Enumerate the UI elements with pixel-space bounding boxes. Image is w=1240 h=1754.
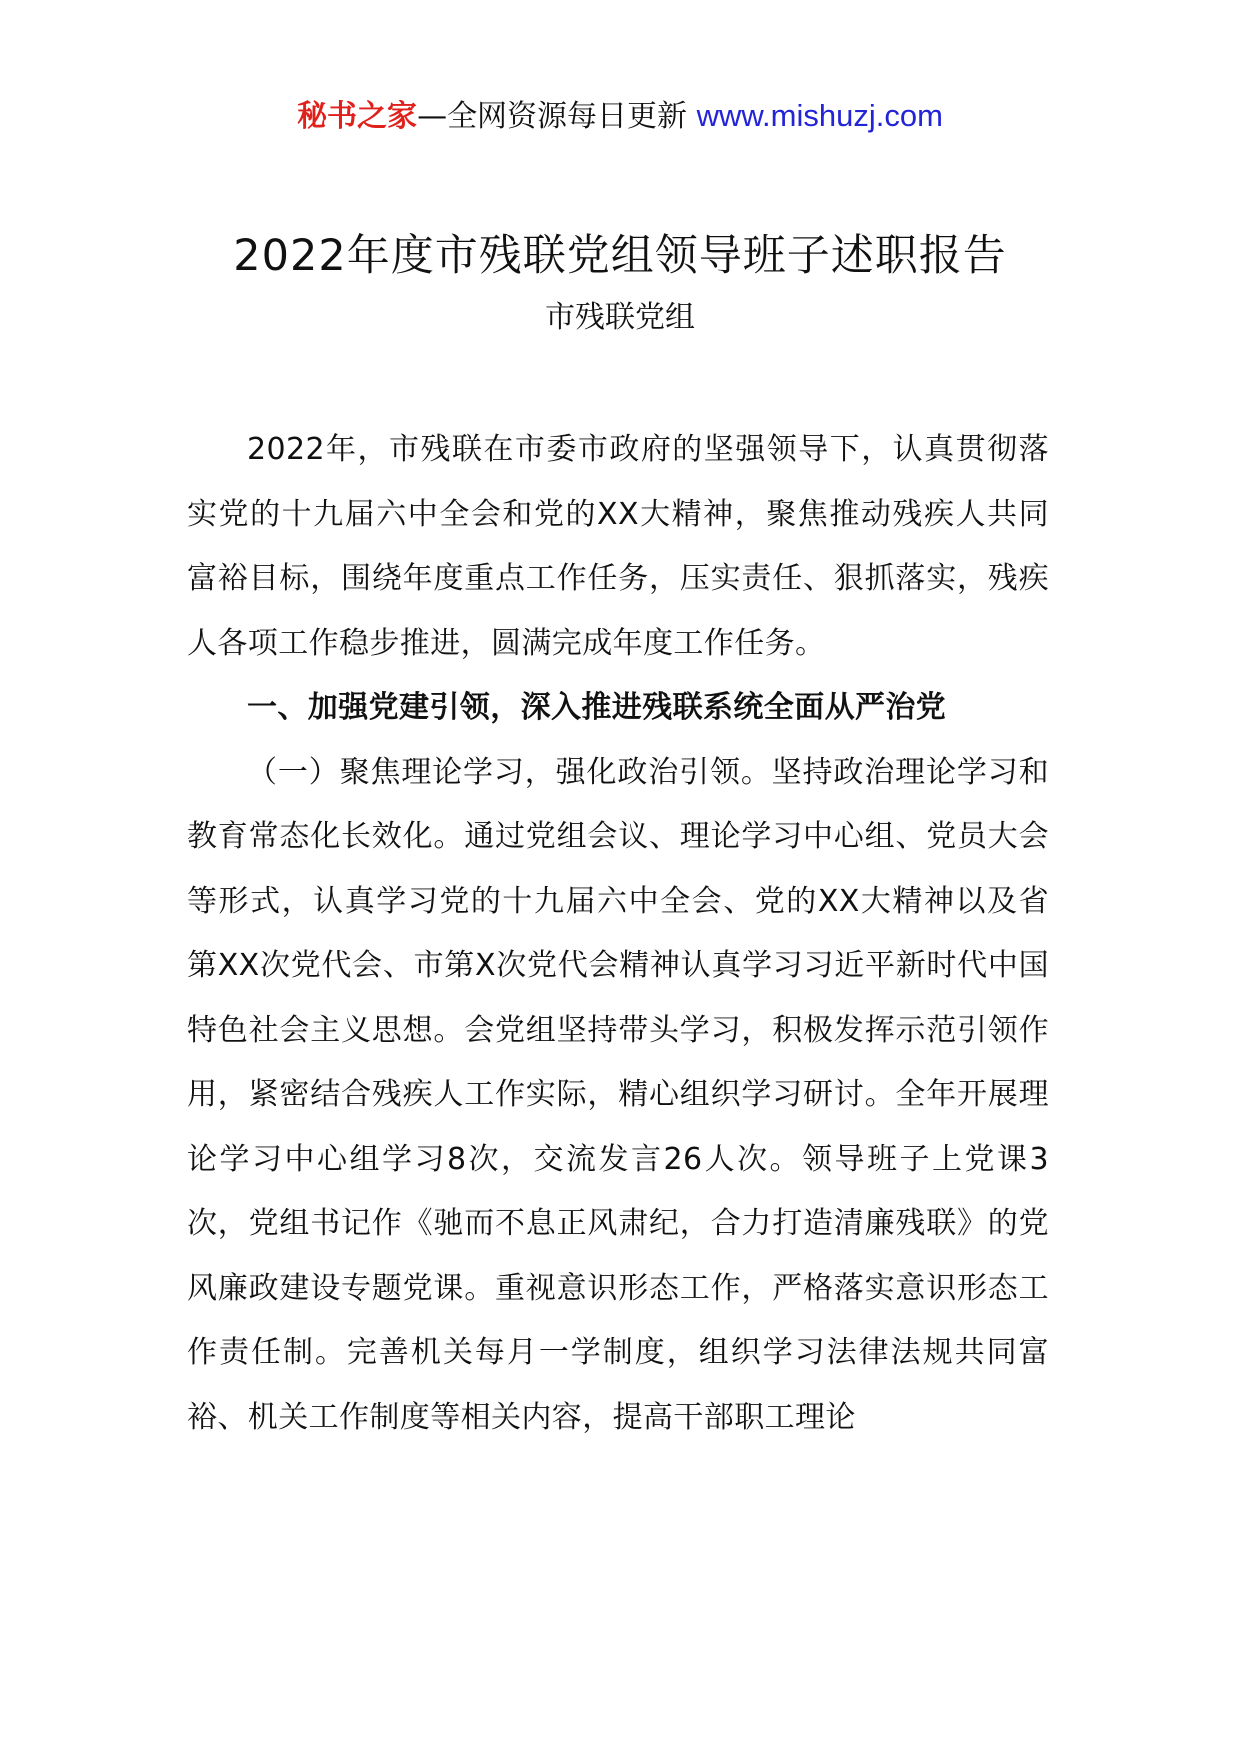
paragraph-intro: 2022年，市残联在市委市政府的坚强领导下，认真贯彻落实党的十九届六中全会和党的XX大精神，聚焦推动残疾人共同富裕目标，围绕年度重点工作任务，压实责任、狠抓落实，残疾人各项工作稳步推进，圆满完成年度工作任务。 <box>187 432 1049 661</box>
paragraph-section-1-1: （一）聚焦理论学习，强化政治引领。坚持政治理论学习和教育常态化长效化。通过党组会议、理论学习中心组、党员大会等形式，认真学习党的十九届六中全会、党的XX大精神以及省第XX次党代会、市第X次党代会精神认真学习习近平新时代中国特色社会主义思想。会党组坚持带头学习，积极发挥示范引领作用，紧密结合残疾人工作实际，精心组织学习研讨。全年开展理论学习中心组学习8次，交流发言26人次。领导班子上党课3次，党组书记作《驰而不息正风肃纪，合力打造清廉残联》的党风廉政建设专题党课。重视意识形态工作，严格落实意识形态工作责任制。完善机关每月一学制度，组织学习法律法规共同富裕、机关工作制度等相关内容，提高干部职工理论 <box>187 754 1049 1435</box>
document-body <box>187 418 1049 1450</box>
brand-tagline: —全网资源每日更新 <box>417 99 697 134</box>
document-title: 2022年度市残联党组领导班子述职报告 <box>233 231 1007 281</box>
brand-name: 秘书之家 <box>297 99 418 134</box>
site-header <box>0 96 1240 137</box>
document-author: 市残联党组 <box>545 300 695 335</box>
section-heading-1: 一、加强党建引领，深入推进残联系统全面从严治党 <box>247 690 947 725</box>
site-url-link[interactable]: www.mishuzj.com <box>696 98 943 133</box>
